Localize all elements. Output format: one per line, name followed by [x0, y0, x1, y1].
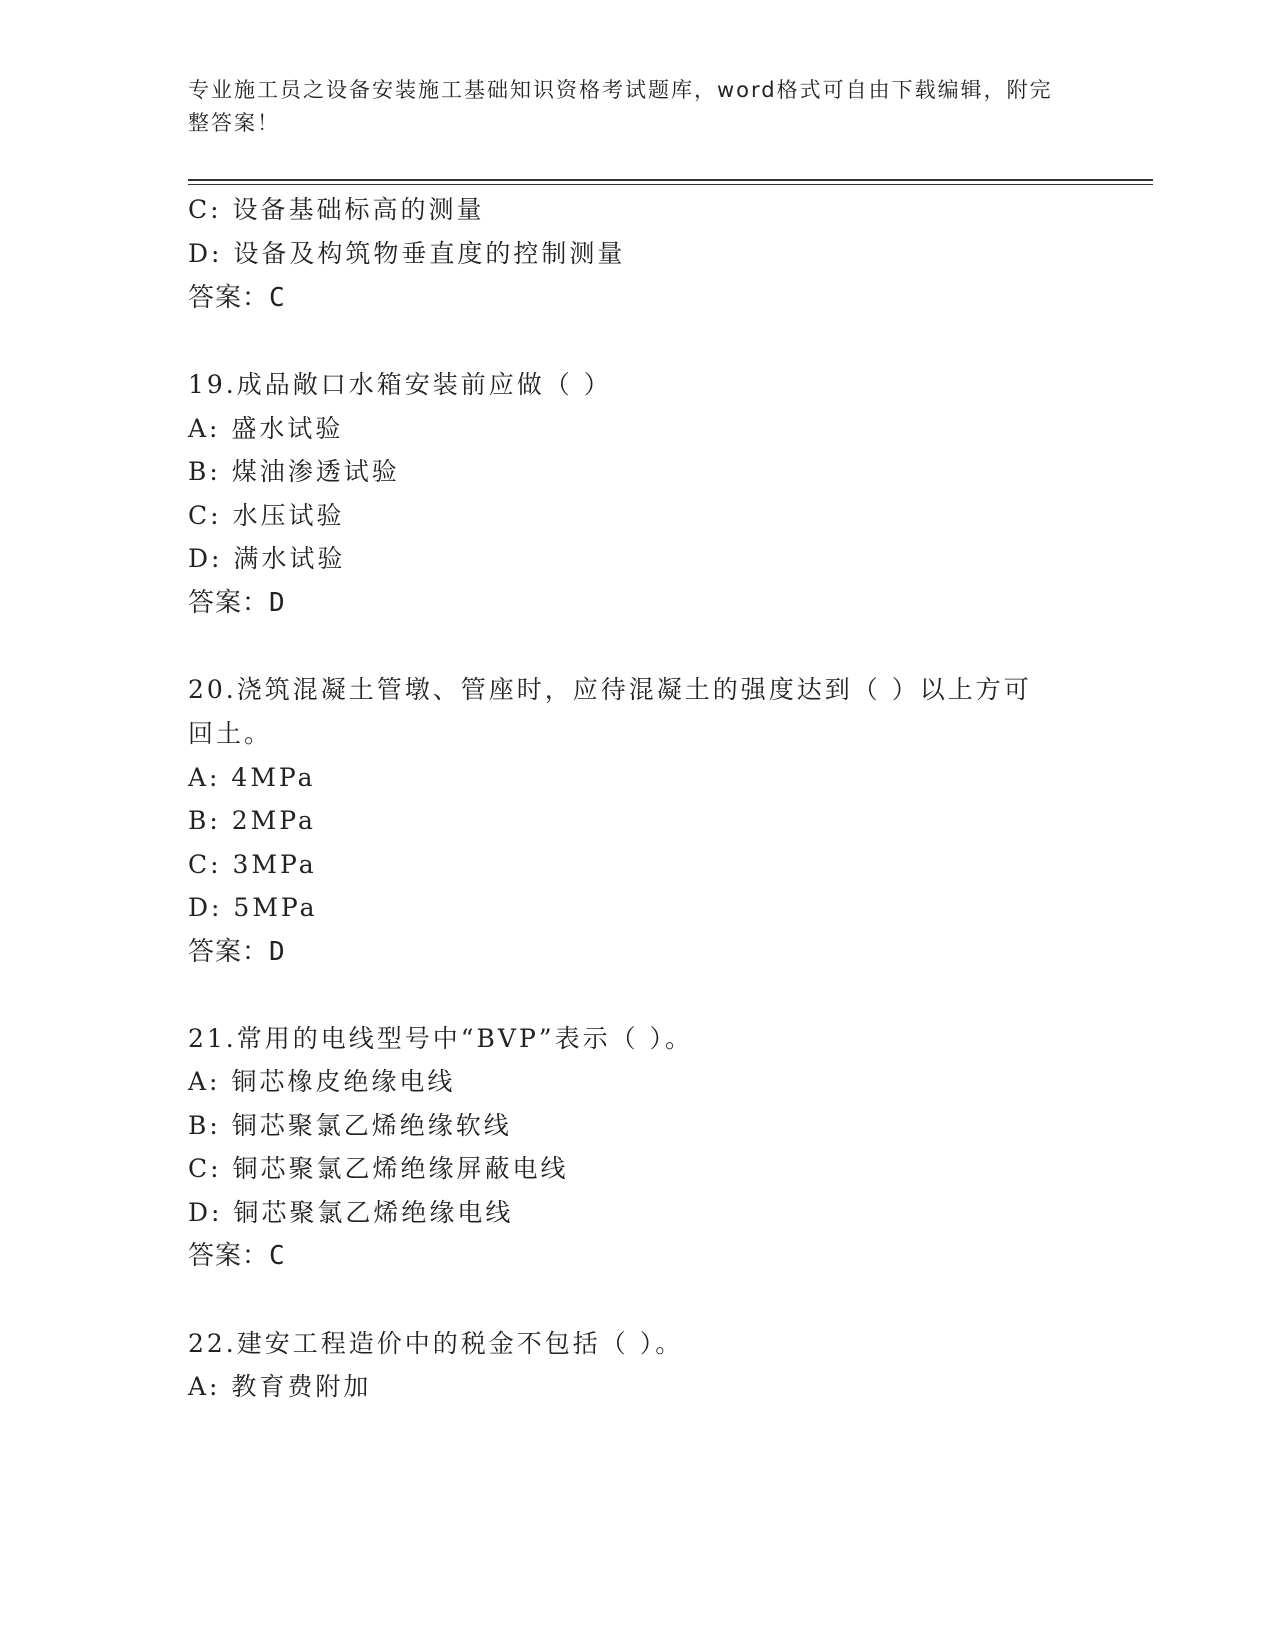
question-stem-continued: 回土。 [188, 719, 273, 748]
answer-line [188, 937, 286, 967]
option-line: C: 3MPa [188, 850, 317, 879]
answer-value: D [269, 588, 286, 618]
answer-value: C [269, 1241, 286, 1271]
option-line: B: 铜芯聚氯乙烯绝缘软线 [188, 1111, 512, 1140]
option-line: C: 设备基础标高的测量 [188, 195, 485, 224]
answer-label: 答案： [188, 1241, 270, 1271]
question-stem: 19.成品敞口水箱安装前应做（ ） [188, 370, 612, 399]
option-line: D: 满水试验 [188, 544, 346, 573]
answer-value: D [269, 937, 286, 967]
answer-line [188, 283, 286, 313]
answer-value: C [269, 283, 286, 313]
option-line: B: 2MPa [188, 806, 316, 835]
answer-line [188, 1241, 286, 1271]
option-line: D: 铜芯聚氯乙烯绝缘电线 [188, 1198, 514, 1227]
answer-label: 答案： [188, 588, 270, 618]
question-stem: 21.常用的电线型号中“BVP”表示（ ）。 [188, 1024, 694, 1053]
option-line: A: 4MPa [188, 763, 316, 792]
document-header: 专业施工员之设备安装施工基础知识资格考试题库，word格式可自由下载编辑，附完整答案！ [188, 78, 1053, 135]
header-divider-thin [188, 184, 1153, 185]
question-stem: 22.建安工程造价中的税金不包括（ ）。 [188, 1329, 684, 1358]
option-line: C: 水压试验 [188, 501, 345, 530]
option-line: D: 设备及构筑物垂直度的控制测量 [188, 239, 626, 268]
header-divider-thick [188, 179, 1153, 181]
answer-label: 答案： [188, 283, 270, 313]
question-stem: 20.浇筑混凝土管墩、管座时，应待混凝土的强度达到（ ）以上方可 [188, 675, 1032, 704]
option-line: A: 盛水试验 [188, 414, 344, 443]
answer-label: 答案： [188, 937, 270, 967]
option-line: A: 教育费附加 [188, 1372, 372, 1401]
answer-line [188, 588, 286, 618]
option-line: A: 铜芯橡皮绝缘电线 [188, 1067, 456, 1096]
option-line: B: 煤油渗透试验 [188, 457, 400, 486]
option-line: C: 铜芯聚氯乙烯绝缘屏蔽电线 [188, 1154, 569, 1183]
option-line: D: 5MPa [188, 893, 318, 922]
